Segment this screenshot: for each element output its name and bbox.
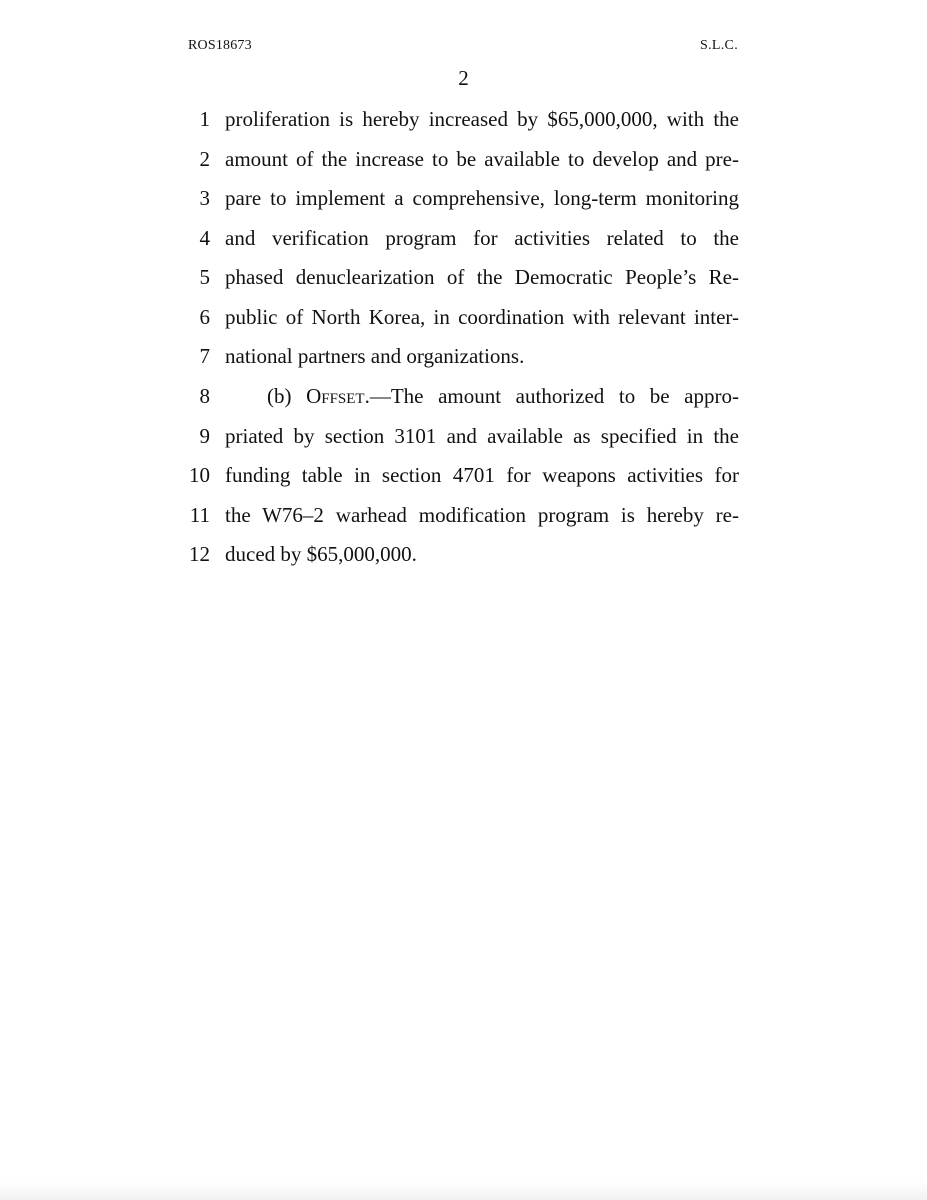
- text-line: [0, 420, 927, 460]
- text-line: [0, 103, 927, 143]
- line-number: 8: [199, 384, 210, 408]
- line-text: amount of the increase to be available to develop and pre-: [225, 147, 739, 171]
- text-line: [0, 340, 927, 380]
- subsection-label: (b): [267, 384, 307, 408]
- line-text: national partners and organizations.: [225, 344, 525, 368]
- line-number: 6: [199, 305, 210, 329]
- line-number: 5: [199, 265, 210, 289]
- line-text: duced by $65,000,000.: [225, 542, 417, 566]
- line-number: 2: [199, 147, 210, 171]
- line-text: the W76–2 warhead modification program is hereby re-: [225, 503, 739, 527]
- subsection-b-line: [225, 380, 739, 412]
- office-code: S.L.C.: [700, 38, 738, 53]
- line-number: 9: [199, 424, 210, 448]
- line-text: .—The amount authorized to be appro-: [364, 384, 739, 408]
- line-number: 3: [199, 186, 210, 210]
- line-number: 7: [199, 344, 210, 368]
- line-text: and verification program for activities related to the: [225, 226, 739, 250]
- text-line: [0, 380, 927, 420]
- line-text: public of North Korea, in coordination with relevant inter-: [225, 305, 739, 329]
- line-number: 10: [189, 463, 210, 487]
- text-line: [0, 143, 927, 183]
- text-line: [0, 261, 927, 301]
- line-number: 12: [189, 542, 210, 566]
- line-text: funding table in section 4701 for weapons activities for: [225, 463, 739, 487]
- page-number: 2: [458, 66, 469, 90]
- line-number: 11: [189, 503, 210, 527]
- document-id: ROS18673: [188, 38, 252, 53]
- subsection-heading: Offset: [306, 384, 365, 408]
- text-line: [0, 182, 927, 222]
- text-line: [0, 301, 927, 341]
- page-bottom-edge: [0, 1182, 927, 1200]
- text-line: [0, 459, 927, 499]
- line-text: priated by section 3101 and available as specified in the: [225, 424, 739, 448]
- line-number: 4: [199, 226, 210, 250]
- line-text: pare to implement a comprehensive, long-term monitoring: [225, 186, 739, 210]
- text-line: [0, 538, 927, 578]
- line-number: 1: [199, 107, 210, 131]
- line-text: proliferation is hereby increased by $65,000,000, with the: [225, 107, 739, 131]
- text-line: [0, 222, 927, 262]
- line-text: phased denuclearization of the Democratic People’s Re-: [225, 265, 739, 289]
- text-line: [0, 499, 927, 539]
